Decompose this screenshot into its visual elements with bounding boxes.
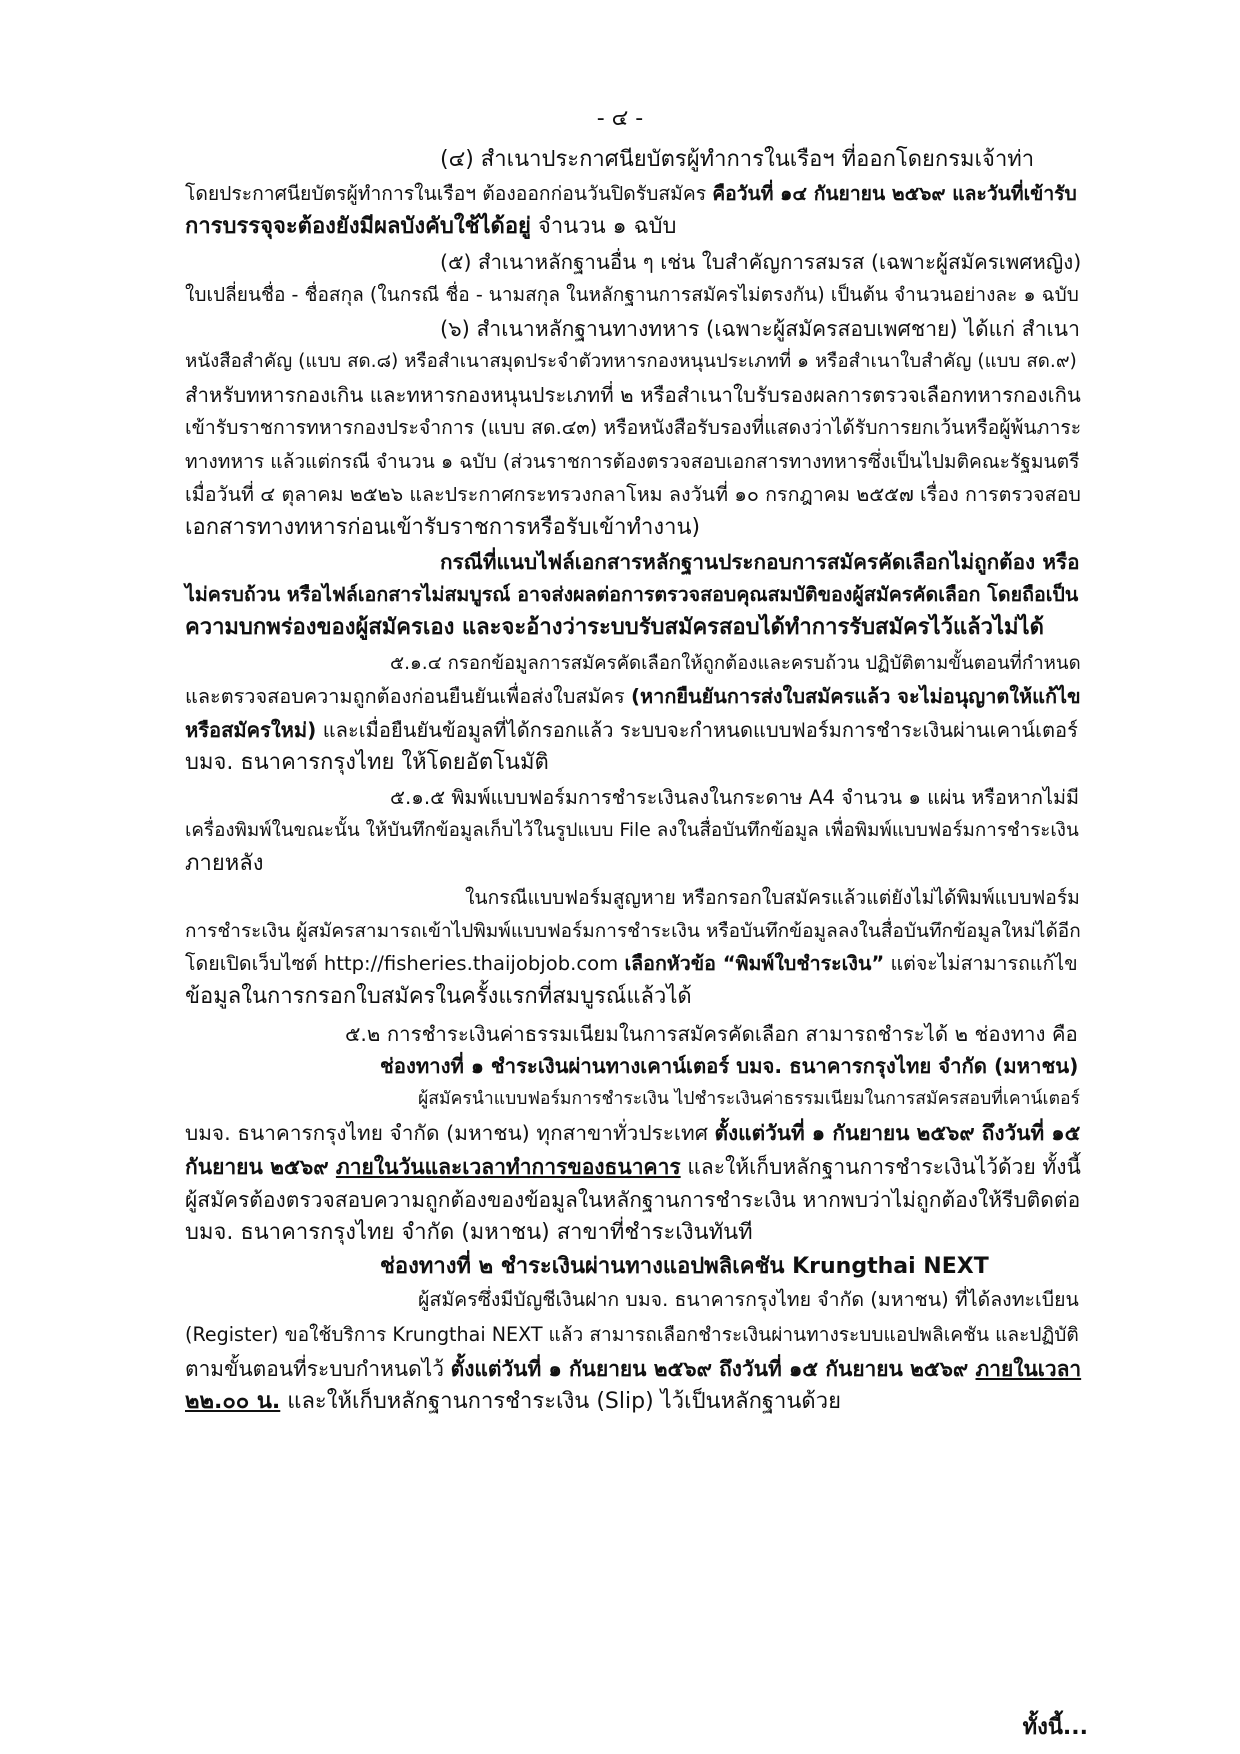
page-number: - ๔ - bbox=[596, 106, 644, 131]
text-segment: ใบเปลี่ยนชื่อ - ชื่อสกุล (ในกรณี ชื่อ - นามสกุล ในหลักฐานการสมัครไม่ตรงกัน) เป็นต้น จำนวนอย่างละ ๑ ฉบับ bbox=[185, 283, 1079, 306]
text-line bbox=[185, 715, 1078, 745]
text-line bbox=[185, 1118, 1080, 1148]
text-segment: ในกรณีแบบฟอร์มสูญหาย หรือกรอกใบสมัครแล้วแต่ยังไม่ได้พิมพ์แบบฟอร์ม bbox=[465, 886, 1080, 909]
text-segment: ภายในเวลา bbox=[975, 1357, 1082, 1381]
text-segment: ผู้สมัครนำแบบฟอร์มการชำระเงิน ไปชำระเงินค่าธรรมเนียมในการสมัครสอบที่เคาน์เตอร์ bbox=[418, 1089, 1081, 1109]
text-line bbox=[185, 916, 1081, 946]
text-segment: ช่องทางที่ ๒ ชำระเงินผ่านทางแอปพลิเคชัน Krungthai NEXT bbox=[380, 1254, 989, 1279]
text-line bbox=[185, 1354, 1081, 1384]
text-line bbox=[390, 649, 1081, 679]
text-line bbox=[440, 314, 1080, 344]
text-segment: ๕.๒ การชำระเงินค่าธรรมเนียมในการสมัครคัดเลือก สามารถชำระได้ ๒ ช่องทาง คือ bbox=[345, 1022, 1078, 1046]
text-segment: (๔) สำเนาประกาศนียบัตรผู้ทำการในเรือฯ ที่ออกโดยกรมเจ้าท่า bbox=[440, 147, 1035, 172]
text-segment: ๕.๑.๕ พิมพ์แบบฟอร์มการชำระเงินลงในกระดาษ A4 จำนวน ๑ แผ่น หรือหากไม่มี bbox=[390, 786, 1080, 809]
text-segment: เข้ารับราชการทหารกองประจำการ (แบบ สด.๔๓) หรือหนังสือรับรองที่แสดงว่าได้รับการยกเว้นหรือผู้พ้นภาระ bbox=[185, 416, 1082, 439]
text-segment: การชำระเงิน ผู้สมัครสามารถเข้าไปพิมพ์แบบฟอร์มการชำระเงิน หรือบันทึกข้อมูลลงในสื่อบันทึกข้อมูลใหม่ได้อีก bbox=[185, 920, 1081, 942]
text-segment: ตามขั้นตอนที่ระบบกำหนดไว้ bbox=[185, 1357, 451, 1381]
text-line bbox=[185, 447, 1079, 477]
text-segment: กรณีที่แนบไฟล์เอกสารหลักฐานประกอบการสมัครคัดเลือกไม่ถูกต้อง หรือ bbox=[440, 550, 1080, 574]
text-line bbox=[440, 247, 1081, 277]
text-segment: คือวันที่ ๑๔ กันยายน ๒๕๖๙ และวันที่เข้ารับ bbox=[712, 182, 1077, 205]
text-segment: บมจ. ธนาคารกรุงไทย จำกัด (มหาชน) ทุกสาขาทั่วประเทศ bbox=[185, 1121, 715, 1145]
continuation-text: ทั้งนี้... bbox=[1022, 1715, 1088, 1740]
text-segment: หนังสือสำคัญ (แบบ สด.๘) หรือสำเนาสมุดประจำตัวทหารกองหนุนประเภทที่ ๑ หรือสำเนาใบสำคัญ (แบบ สด.๙) bbox=[185, 351, 1077, 372]
text-line bbox=[380, 1051, 1078, 1081]
text-segment: และตรวจสอบความถูกต้องก่อนยืนยันเพื่อส่งใบสมัคร bbox=[185, 685, 631, 708]
text-segment: การบรรจุจะต้องยังมีผลบังคับใช้ได้อยู่ bbox=[185, 214, 531, 239]
text-line bbox=[185, 849, 263, 879]
text-line bbox=[185, 280, 1079, 310]
text-segment: (๖) สำเนาหลักฐานทางทหาร (เฉพาะผู้สมัครสอบเพศชาย) ได้แก่ สำเนา bbox=[440, 316, 1080, 341]
text-segment: เลือกหัวข้อ “พิมพ์ใบชำระเงิน” bbox=[624, 952, 885, 975]
text-segment: (๕) สำเนาหลักฐานอื่น ๆ เช่น ใบสำคัญการสมรส (เฉพาะผู้สมัครเพศหญิง) bbox=[440, 250, 1082, 274]
text-line bbox=[185, 413, 1081, 443]
text-segment: ๕.๑.๔ กรอกข้อมูลการสมัครคัดเลือกให้ถูกต้องและครบถ้วน ปฏิบัติตามขั้นตอนที่กำหนด bbox=[390, 653, 1081, 674]
text-line bbox=[185, 1185, 1080, 1215]
text-line bbox=[418, 1285, 1079, 1315]
text-line bbox=[185, 816, 1079, 846]
text-segment: บมจ. ธนาคารกรุงไทย ให้โดยอัตโนมัติ bbox=[185, 750, 549, 775]
text-segment: (Register) ขอใช้บริการ Krungthai NEXT แล้ว สามารถเลือกชำระเงินผ่านทางระบบแอปพลิเคชัน และปฏิบัติ bbox=[185, 1323, 1079, 1346]
text-segment: หรือสมัครใหม่) bbox=[185, 718, 317, 742]
text-segment: กันยายน ๒๕๖๙ bbox=[185, 1155, 336, 1179]
text-segment: และเมื่อยืนยันข้อมูลที่ได้กรอกแล้ว ระบบจะกำหนดแบบฟอร์มการชำระเงินผ่านเคาน์เตอร์ bbox=[316, 718, 1078, 742]
text-line bbox=[185, 1218, 753, 1248]
text-segment: ผู้สมัครซึ่งมีบัญชีเงินฝาก บมจ. ธนาคารกรุงไทย จำกัด (มหาชน) ที่ได้ลงทะเบียน bbox=[418, 1288, 1079, 1311]
text-line bbox=[185, 748, 549, 778]
text-line bbox=[185, 1387, 841, 1417]
text-line bbox=[185, 613, 1044, 643]
text-segment: จำนวน ๑ ฉบับ bbox=[530, 214, 677, 239]
text-segment: เมื่อวันที่ ๔ ตุลาคม ๒๕๒๖ และประกาศกระทรวงกลาโหม ลงวันที่ ๑๐ กรกฎาคม ๒๕๕๗ เรื่อง การตรวจสอบ bbox=[185, 483, 1081, 506]
text-segment: เครื่องพิมพ์ในขณะนั้น ให้บันทึกข้อมูลเก็บไว้ในรูปแบบ File ลงในสื่อบันทึกข้อมูล เพื่อพิมพ์แบบฟอร์มการชำระเงิน bbox=[185, 820, 1079, 841]
text-line bbox=[185, 513, 700, 543]
text-segment: ผู้สมัครต้องตรวจสอบความถูกต้องของข้อมูลในหลักฐานการชำระเงิน หากพบว่าไม่ถูกต้องให้รีบติดต่อ bbox=[185, 1188, 1081, 1212]
text-line bbox=[185, 580, 1078, 610]
text-segment: ภายในวันและเวลาทำการของธนาคาร bbox=[335, 1155, 681, 1179]
text-segment: ทางทหาร แล้วแต่กรณี จำนวน ๑ ฉบับ (ส่วนราชการต้องตรวจสอบเอกสารทางทหารซึ่งเป็นไปมติคณะรัฐมนตรี bbox=[185, 450, 1080, 473]
text-segment: ตั้งแต่วันที่ ๑ กันยายน ๒๕๖๙ ถึงวันที่ ๑๕ กันยายน ๒๕๖๙ bbox=[450, 1357, 976, 1381]
text-line bbox=[185, 480, 1081, 510]
text-line bbox=[185, 949, 1078, 979]
text-segment: และให้เก็บหลักฐานการชำระเงิน (Slip) ไว้เป็นหลักฐานด้วย bbox=[280, 1389, 841, 1414]
text-line bbox=[380, 1252, 989, 1282]
text-line bbox=[185, 1152, 1081, 1182]
text-segment: ภายหลัง bbox=[185, 851, 264, 876]
text-segment: แต่จะไม่สามารถแก้ไข bbox=[884, 952, 1078, 975]
text-segment: ๒๒.๐๐ น. bbox=[185, 1389, 281, 1414]
text-line bbox=[390, 783, 1079, 813]
text-line bbox=[418, 1084, 1080, 1114]
text-line bbox=[185, 179, 1077, 209]
text-segment: ตั้งแต่วันที่ ๑ กันยายน ๒๕๖๙ ถึงวันที่ ๑๕ bbox=[714, 1121, 1081, 1145]
text-line bbox=[185, 982, 692, 1012]
text-line bbox=[185, 1320, 1079, 1350]
text-segment: บมจ. ธนาคารกรุงไทย จำกัด (มหาชน) สาขาที่ชำระเงินทันที bbox=[185, 1220, 753, 1245]
text-line bbox=[185, 212, 677, 242]
text-line bbox=[345, 1019, 1078, 1049]
text-segment: ข้อมูลในการกรอกใบสมัครในครั้งแรกที่สมบูรณ์แล้วได้ bbox=[185, 984, 692, 1009]
text-segment: ความบกพร่องของผู้สมัครเอง และจะอ้างว่าระบบรับสมัครสอบได้ทำการรับสมัครไว้แล้วไม่ได้ bbox=[185, 615, 1044, 640]
text-line bbox=[440, 145, 1034, 175]
text-segment: เอกสารทางทหารก่อนเข้ารับราชการหรือรับเข้าทำงาน) bbox=[185, 515, 701, 540]
text-segment: โดยเปิดเว็บไซต์ http://fisheries.thaijobjob.com bbox=[185, 952, 625, 975]
text-line bbox=[185, 347, 1077, 377]
text-segment: และให้เก็บหลักฐานการชำระเงินไว้ด้วย ทั้งนี้ bbox=[680, 1155, 1081, 1179]
text-segment: ช่องทางที่ ๑ ชำระเงินผ่านทางเคาน์เตอร์ บมจ. ธนาคารกรุงไทย จำกัด (มหาชน) bbox=[380, 1054, 1079, 1078]
text-line bbox=[440, 547, 1080, 577]
text-line bbox=[185, 682, 1081, 712]
text-line bbox=[465, 883, 1080, 913]
text-segment: โดยประกาศนียบัตรผู้ทำการในเรือฯ ต้องออกก่อนวันปิดรับสมัคร bbox=[185, 182, 713, 205]
text-segment: ไม่ครบถ้วน หรือไฟล์เอกสารไม่สมบูรณ์ อาจส่งผลต่อการตรวจสอบคุณสมบัติของผู้สมัครคัดเลือก โดยถือเป็น bbox=[185, 583, 1079, 606]
text-segment: (หากยืนยันการส่งใบสมัครแล้ว จะไม่อนุญาตให้แก้ไข bbox=[630, 685, 1081, 708]
text-segment: สำหรับทหารกองเกิน และทหารกองหนุนประเภทที่ ๒ หรือสำเนาใบรับรองผลการตรวจเลือกทหารกองเกิน bbox=[185, 383, 1081, 407]
text-line bbox=[185, 380, 1081, 410]
